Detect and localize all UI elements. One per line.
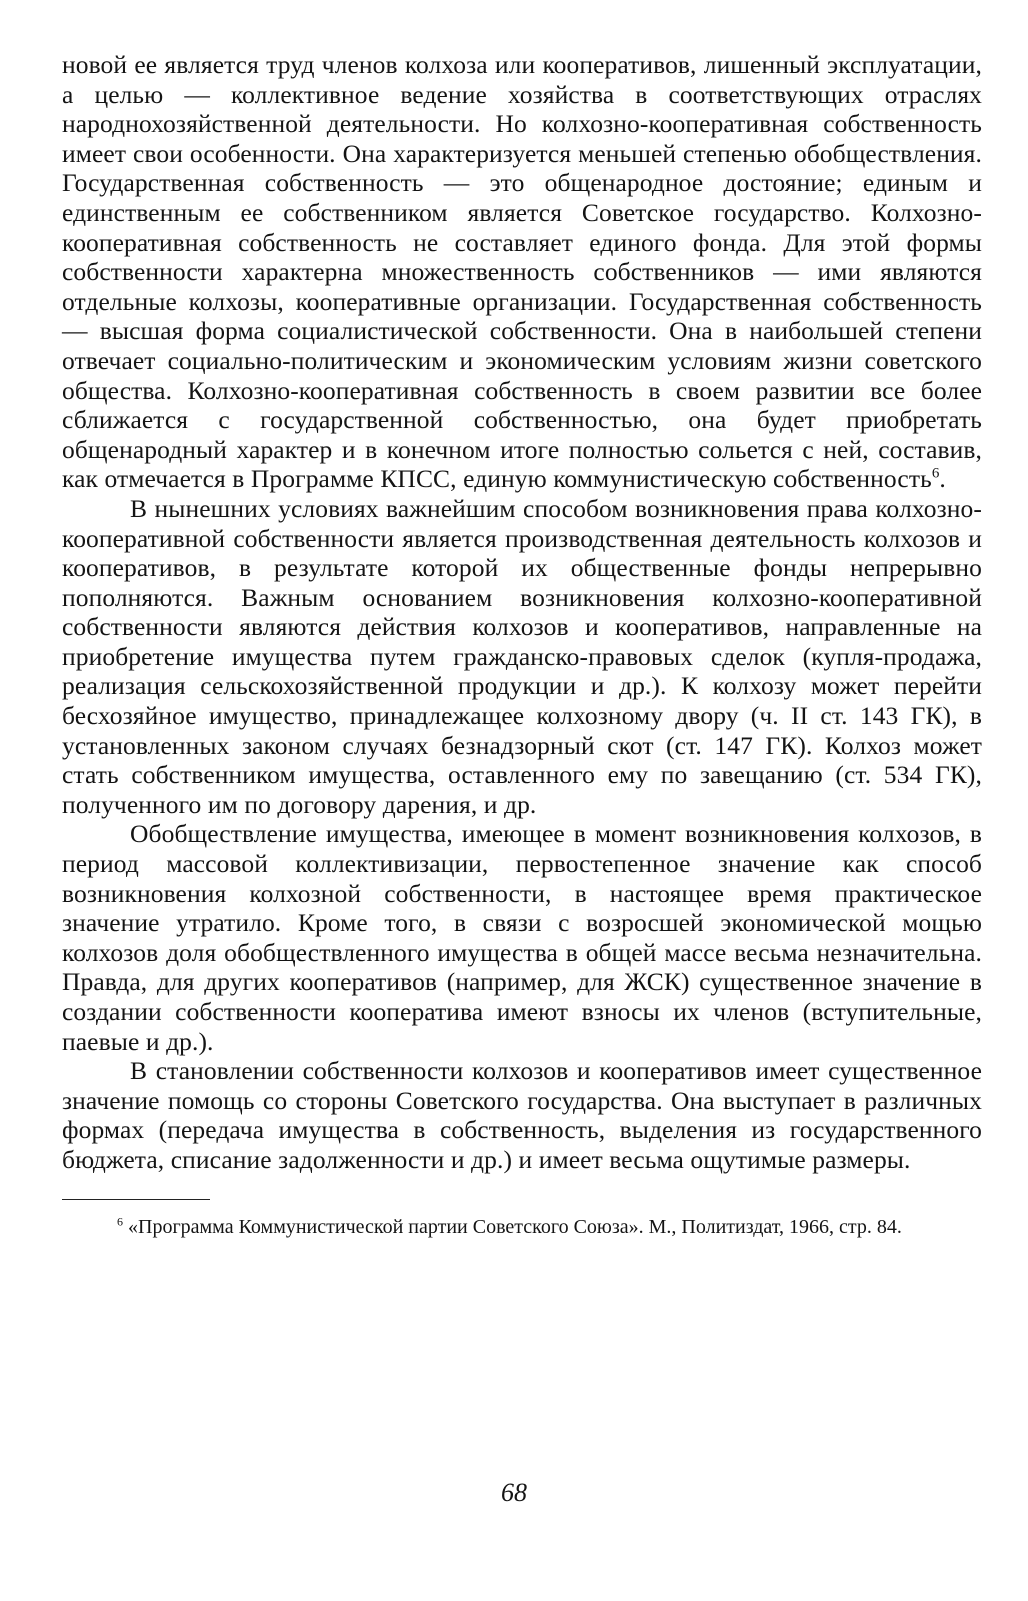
footnote-reference[interactable]: 6 <box>931 465 940 482</box>
footnote <box>62 1214 982 1240</box>
page-body <box>62 50 982 1240</box>
paragraph-4 <box>62 1056 982 1174</box>
page-number: 68 <box>501 1478 527 1507</box>
paragraph-3 <box>62 819 982 1056</box>
paragraph-1-tail: . <box>939 464 946 494</box>
paragraph-2 <box>62 494 982 820</box>
paragraph-1-text: новой ее является труд членов колхоза или кооперативов, лишенный эксплуатации, а целью — коллективное ведение хозяйства в соответствующих отраслях народнохозяйственной деятельности. Но колхозно-кооперативная собственность имеет свои особенности. Она характеризуется меньшей степенью обобществления. Государственная собственность — это общенародное достояние; единым и единственным ее собственником является Советское государство. Колхозно-кооперативная собственность не составляет единого фонда. Для этой формы собственности характерна множественность собственников — ими являются отдельные колхозы, кооперативные организации. Государственная собственность — высшая форма социалистической собственности. Она в наибольшей степени отвечает социально-политическим и экономическим условиям жизни советского общества. Колхозно-кооперативная собственность в своем развитии все более сближается с государственной собственностью, она будет приобретать общенародный характер и в конечном итоге полностью сольется с ней, составив, как отмечается в Программе КПСС, единую коммунистическую собственность <box>62 50 982 494</box>
paragraph-1 <box>62 50 982 494</box>
footnote-marker: 6 <box>117 1213 123 1228</box>
footnote-text: «Программа Коммунистической партии Советского Союза». М., Политиздат, 1966, стр. 84. <box>128 1215 902 1238</box>
paragraph-3-text: Обобществление имущества, имеющее в момент возникновения колхозов, в период массовой коллективизации, первостепенное значение как способ возникновения колхозной собственности, в настоящее время практическое значение утратило. Кроме того, в связи с возросшей экономической мощью колхозов доля обобществленного имущества в общей массе весьма незначительна. Правда, для других кооперативов (например, для ЖСК) существенное значение в создании собственности кооператива имеют взносы их членов (вступительные, паевые и др.). <box>62 819 982 1056</box>
paragraph-2-text: В нынешних условиях важнейшим способом возникновения права колхозно-кооперативной собственности является производственная деятельность колхозов и кооперативов, в результате которой их общественные фонды непрерывно пополняются. Важным основанием возникновения колхозно-кооперативной собственности являются действия колхозов и кооперативов, направленные на приобретение имущества путем гражданско-правовых сделок (купля-продажа, реализация сельскохозяйственной продукции и др.). К колхозу может перейти бесхозяйное имущество, принадлежащее колхозному двору (ч. II ст. 143 ГК), в установленных законом случаях безнадзорный скот (ст. 147 ГК). Колхоз может стать собственником имущества, оставленного ему по завещанию (ст. 534 ГК), полученного им по договору дарения, и др. <box>62 493 982 819</box>
footnote-divider <box>62 1199 210 1200</box>
paragraph-4-text: В становлении собственности колхозов и кооперативов имеет существенное значение помощь со стороны Советского государства. Она выступает в различных формах (передача имущества в собственность, выделения из государственного бюджета, списание задолженности и др.) и имеет весьма ощутимые размеры. <box>62 1056 982 1174</box>
